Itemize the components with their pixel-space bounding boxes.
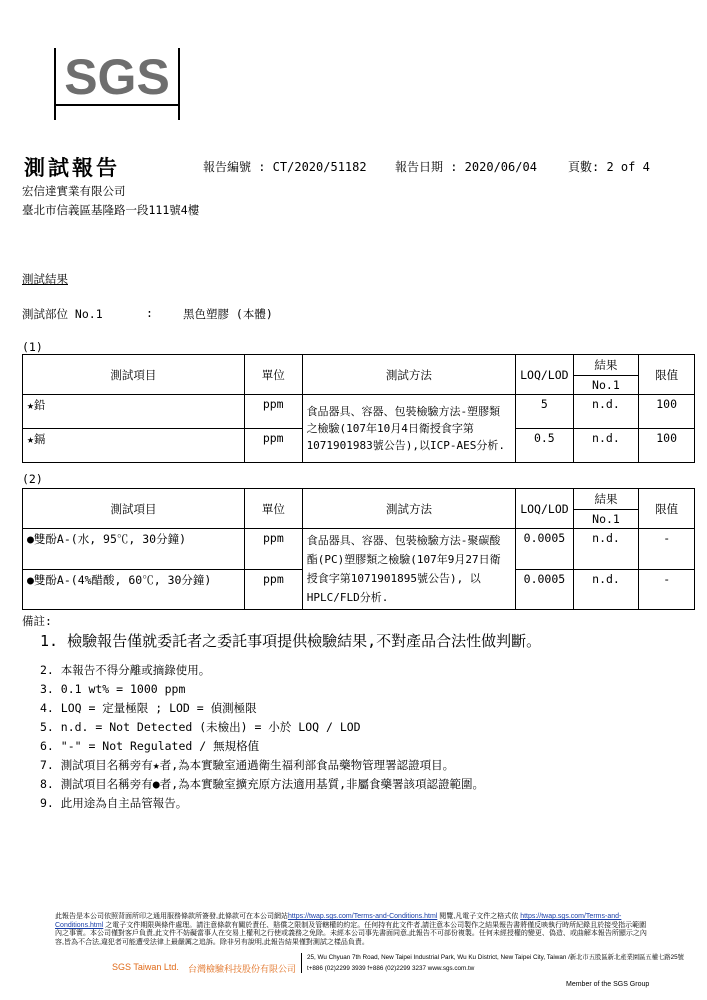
notes-heading: 備註: <box>22 614 52 628</box>
company-name: 宏信達實業有限公司 <box>22 184 126 198</box>
col-header-result-no: No.1 <box>573 376 639 395</box>
col-header-method: 測試方法 <box>302 355 516 395</box>
col-header-loq: LOQ/LOD <box>516 355 573 395</box>
results-heading: 測試結果 <box>22 272 68 286</box>
note-item: 4. LOQ = 定量極限 ; LOD = 偵測極限 <box>40 701 257 715</box>
footer-company-en: SGS Taiwan Ltd. <box>112 962 179 972</box>
footer-company-zh: 台灣檢驗科技股份有限公司 <box>188 964 297 974</box>
footer-member: Member of the SGS Group <box>566 981 650 988</box>
table1 <box>22 354 695 463</box>
test-part-colon: : <box>146 306 153 320</box>
col-header-unit: 單位 <box>245 489 303 529</box>
test-part-label: 測試部位 No.1 <box>22 307 103 321</box>
terms-link[interactable]: https://twap.sgs.com/Terms-and-Conditions.html <box>287 913 438 920</box>
note-item: 1. 檢驗報告僅就委託者之委託事項提供檢驗結果,不對產品合法性做判斷。 <box>40 632 542 650</box>
table1-label: (1) <box>22 340 43 354</box>
test-part-value: 黑色塑膠 (本體) <box>183 307 273 321</box>
report-number: 報告編號 : CT/2020/51182 <box>203 160 367 174</box>
table-row <box>23 529 695 570</box>
result-value: n.d. <box>573 429 639 463</box>
test-item: ●雙酚A-(4%醋酸, 60℃, 30分鐘) <box>23 569 245 610</box>
table-row <box>23 395 695 429</box>
note-item: 2. 本報告不得分離或摘錄使用。 <box>40 663 211 677</box>
loq-value: 0.0005 <box>516 569 573 610</box>
note-item: 8. 測試項目名稱旁有●者,為本實驗室擴充原方法適用基質,非屬食藥署該項認證範圍。 <box>40 777 485 791</box>
col-header-unit: 單位 <box>244 355 302 395</box>
test-item: ★鎘 <box>23 429 245 463</box>
note-item: 3. 0.1 wt% = 1000 ppm <box>40 682 186 696</box>
limit-value: - <box>639 569 695 610</box>
col-header-result: 結果 <box>573 489 639 510</box>
col-header-result-no: No.1 <box>573 510 639 529</box>
loq-value: 0.5 <box>516 429 573 463</box>
notes-list <box>40 630 541 813</box>
footer-contact: t+886 (02)2299 3939 f+886 (02)2299 3237 www.sgs.com.tw <box>307 965 475 972</box>
limit-value: 100 <box>639 395 695 429</box>
loq-value: 0.0005 <box>516 529 573 570</box>
note-item: 6. "-" = Not Regulated / 無規格值 <box>40 739 260 753</box>
footer-divider <box>301 953 302 973</box>
disclaimer-text: 此報告是本公司依照背面所印之通用服務條款所簽發,此條款可在本公司網站 <box>55 913 288 920</box>
table2-label: (2) <box>22 472 43 486</box>
col-header-item: 測試項目 <box>23 489 245 529</box>
test-method: 食品器具、容器、包裝檢驗方法-塑膠類之檢驗(107年10月4日衛授食字第1071901983號公告),以ICP-AES分析. <box>302 395 516 463</box>
limit-value: 100 <box>639 429 695 463</box>
result-value: n.d. <box>573 395 639 429</box>
col-header-limit: 限值 <box>639 489 695 529</box>
note-item: 9. 此用途為自主品管報告。 <box>40 796 188 810</box>
unit: ppm <box>245 569 303 610</box>
unit: ppm <box>244 395 302 429</box>
footer-disclaimer <box>55 913 653 947</box>
result-value: n.d. <box>573 569 639 610</box>
company-address: 臺北市信義區基隆路一段111號4樓 <box>22 203 200 217</box>
table2 <box>22 488 695 610</box>
note-item: 5. n.d. = Not Detected (未檢出) = 小於 LOQ / LOD <box>40 720 361 734</box>
page-number: 頁數: 2 of 4 <box>568 160 650 174</box>
col-header-item: 測試項目 <box>23 355 245 395</box>
test-method: 食品器具、容器、包裝檢驗方法-聚碳酸酯(PC)塑膠類之檢驗(107年9月27日衛授食字第1071901895號公告), 以HPLC/FLD分析. <box>302 529 515 610</box>
col-header-limit: 限值 <box>639 355 695 395</box>
report-title: 測試報告 <box>24 155 120 180</box>
limit-value: - <box>639 529 695 570</box>
unit: ppm <box>244 429 302 463</box>
col-header-method: 測試方法 <box>302 489 515 529</box>
sgs-logo <box>30 48 180 120</box>
unit: ppm <box>245 529 303 570</box>
result-value: n.d. <box>573 529 639 570</box>
svg-text:SGS: SGS <box>64 49 170 105</box>
footer-address: 25, Wu Chyuan 7th Road, New Taipei Industrial Park, Wu Ku District, New Taipei City, Taiwan /新北市五股區新北產業園區五權七路25號 <box>307 954 684 961</box>
test-item: ●雙酚A-(水, 95℃, 30分鐘) <box>23 529 245 570</box>
note-item: 7. 測試項目名稱旁有★者,為本實驗室通過衛生福利部食品藥物管理署認證項目。 <box>40 758 455 772</box>
loq-value: 5 <box>516 395 573 429</box>
col-header-loq: LOQ/LOD <box>516 489 573 529</box>
report-date: 報告日期 : 2020/06/04 <box>395 160 537 174</box>
col-header-result: 結果 <box>573 355 639 376</box>
terms-link[interactable]: https://twap.sgs.com/Terms-and-Conditions.html <box>55 913 622 929</box>
test-item: ★鉛 <box>23 395 245 429</box>
disclaimer-text: 之電子文件期限與條件處理。請注意條款有關於責任、賠償之限制及管轄權的約定。任何持有此文件者,請注意本公司製作之結果報告書將僅反映執行時所紀錄且於接受指示範圍內之事實。本公司僅對客戶負責,此文件不妨礙當事人在交易上權利之行使或義務之免除。未經本公司事先書面同意,此報告不可部份複製。任何未經授權的變更、偽造、或曲解本報告所顯示之內容,皆為不合法,違犯者可能遭受法律上最嚴厲之追訴。除非另有說明,此報告結果僅對測試之樣品負責。 <box>55 921 647 946</box>
disclaimer-text: 閱覽,凡電子文件之格式依 <box>437 913 519 920</box>
